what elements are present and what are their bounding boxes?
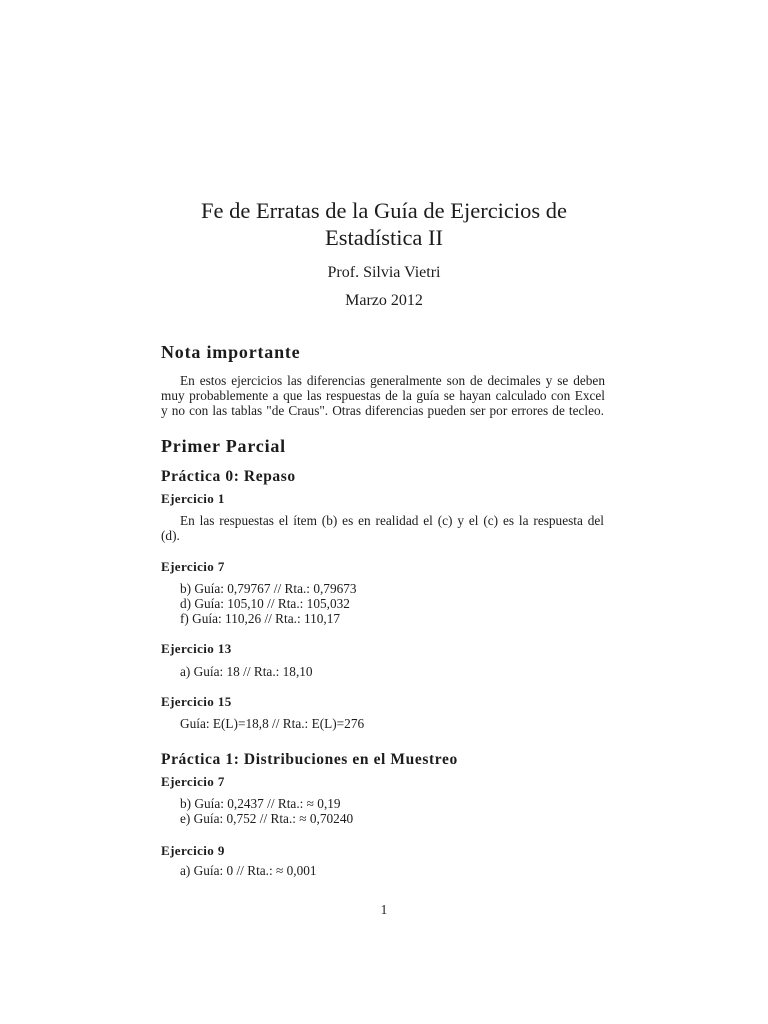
document-date: Marzo 2012 [345, 292, 423, 309]
ejercicio-heading: Ejercicio 1 [161, 491, 225, 506]
correction-item: b) Guía: 0,79767 // Rta.: 0,79673 [180, 581, 357, 596]
document-author: Prof. Silvia Vietri [327, 264, 441, 281]
page-number: 1 [380, 902, 388, 917]
correction-item: e) Guía: 0,752 // Rta.: ≈ 0,70240 [180, 811, 354, 826]
correction-item: Guía: E(L)=18,8 // Rta.: E(L)=276 [180, 716, 365, 731]
ejercicio-heading: Ejercicio 7 [161, 559, 225, 574]
document-title-line-2: Estadística II [324, 225, 444, 250]
ejercicio-heading: Ejercicio 13 [161, 641, 232, 656]
correction-item: f) Guía: 110,26 // Rta.: 110,17 [180, 611, 341, 626]
correction-item: a) Guía: 0 // Rta.: ≈ 0,001 [180, 863, 317, 878]
paragraph-line: En estos ejercicios las diferencias generalmente son de decimales y se deben [180, 373, 605, 388]
paragraph-line: muy probablemente a que las respuestas de la guía se hayan calculado con Excel [161, 388, 605, 403]
ejercicio-text-line: (d). [161, 528, 180, 543]
paragraph-line: y no con las tablas "de Craus". Otras diferencias pueden ser por errores de tecleo. [161, 403, 604, 418]
practica-heading: Práctica 1: Distribuciones en el Muestreo [161, 751, 458, 768]
ejercicio-text-line: En las respuestas el ítem (b) es en realidad el (c) y el (c) es la respuesta del [180, 513, 604, 528]
correction-item: b) Guía: 0,2437 // Rta.: ≈ 0,19 [180, 796, 341, 811]
ejercicio-heading: Ejercicio 7 [161, 774, 225, 789]
practica-heading: Práctica 0: Repaso [161, 468, 296, 485]
ejercicio-heading: Ejercicio 15 [161, 694, 232, 709]
correction-item: d) Guía: 105,10 // Rta.: 105,032 [180, 596, 350, 611]
document-title-line-1: Fe de Erratas de la Guía de Ejercicios de [200, 198, 568, 223]
section-heading: Primer Parcial [161, 436, 286, 456]
ejercicio-heading: Ejercicio 9 [161, 843, 225, 858]
section-heading: Nota importante [161, 342, 301, 362]
correction-item: a) Guía: 18 // Rta.: 18,10 [180, 664, 313, 679]
